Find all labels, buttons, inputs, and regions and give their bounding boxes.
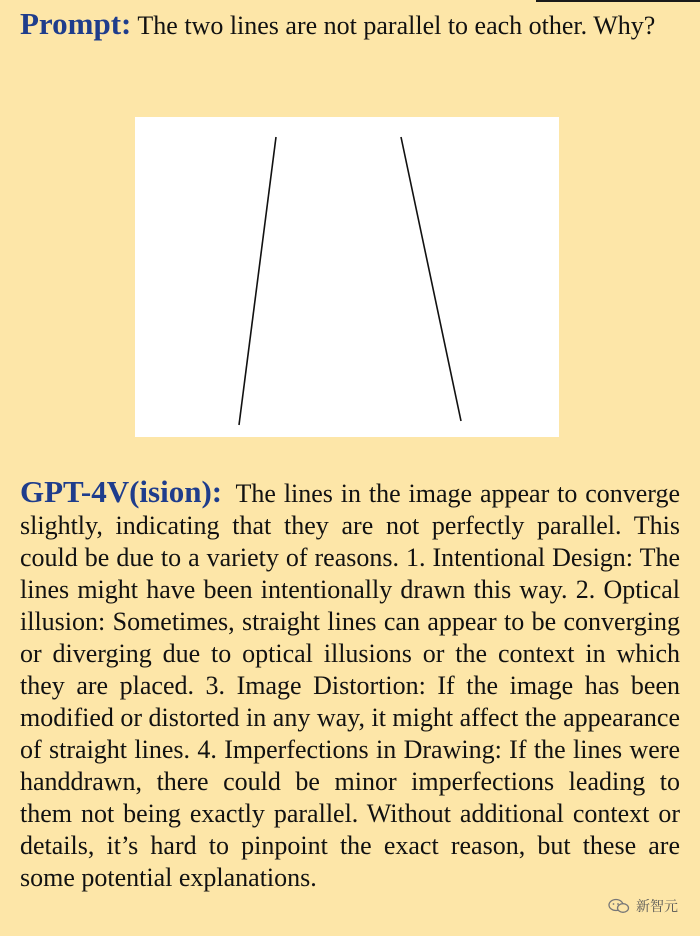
wechat-icon <box>608 898 630 914</box>
right-line <box>401 137 461 421</box>
left-line <box>239 137 276 425</box>
prompt-text: The two lines are not parallel to each other. Why? <box>137 11 656 40</box>
lines-figure <box>135 117 559 437</box>
answer-block <box>20 476 680 894</box>
watermark <box>608 896 678 916</box>
watermark-text: 新智元 <box>636 899 678 915</box>
prompt-block <box>20 2 684 48</box>
answer-label: GPT-4V(ision): <box>20 474 223 509</box>
figure-image <box>135 117 559 437</box>
answer-text: The lines in the image appear to converge slightly, indicating that they are not perfectly parallel. This could be due to a variety of reasons. 1. Intentional Design: The lines might have been intentionally drawn this way. 2. Optical illusion: Sometimes, straight lines can appear to be converging or diverging due to optical illusions or the context in which they are placed. 3. Image Distortion: If the image has been modified or distorted in any way, it might affect the appearance of straight lines. 4. Imperfections in Drawing: If the lines were handdrawn, there could be minor imperfections leading to them not being exactly parallel. Without additional context or details, it’s hard to pinpoint the exact reason, but these are some potential explanations. <box>20 479 681 892</box>
prompt-label: Prompt: <box>20 6 132 41</box>
